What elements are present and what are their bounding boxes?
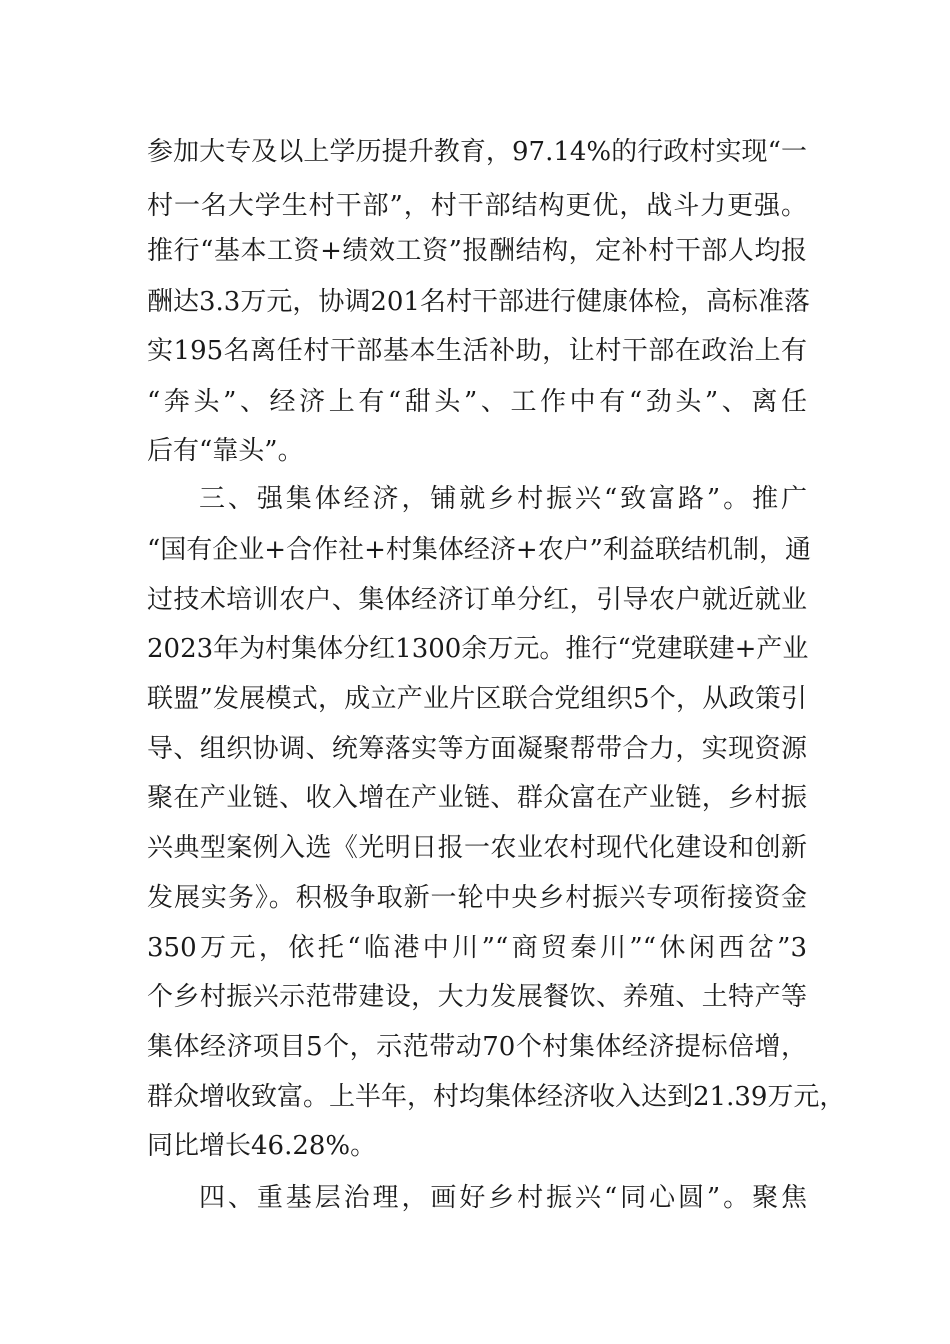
text-line: 推行“基本工资+绩效工资”报酬结构，定补村干部人均报 xyxy=(147,236,807,266)
text-line: “奔头”、经济上有“甜头”、工作中有“劲头”、离任 xyxy=(147,387,807,417)
text-line: 群众增收致富。上半年，村均集体经济收入达到21.39万元， xyxy=(147,1082,846,1112)
text-line: 联盟”发展模式，成立产业片区联合党组织5个，从政策引 xyxy=(147,684,807,714)
text-line: 集体经济项目5个，示范带动70个村集体经济提标倍增， xyxy=(147,1032,807,1062)
text-line: 个乡村振兴示范带建设，大力发展餐饮、养殖、土特产等 xyxy=(147,982,807,1012)
text-line: 聚在产业链、收入增在产业链、群众富在产业链，乡村振 xyxy=(147,783,807,813)
section-heading-line: 四、重基层治理，画好乡村振兴“同心圆”。聚焦 xyxy=(199,1183,807,1213)
text-line: 发展实务》。积极争取新一轮中央乡村振兴专项衔接资金 xyxy=(147,883,807,913)
text-line: 过技术培训农户、集体经济订单分红，引导农户就近就业 xyxy=(147,585,807,615)
text-line: 酬达3.3万元，协调201名村干部进行健康体检，高标准落 xyxy=(147,287,810,317)
text-line: 350万元，依托“临港中川”“商贸秦川”“休闲西岔”3 xyxy=(147,933,807,963)
text-line: 兴典型案例入选《光明日报一农业农村现代化建设和创新 xyxy=(147,833,807,863)
text-line: 参加大专及以上学历提升教育，97.14%的行政村实现“一 xyxy=(147,137,807,167)
text-line: 2023年为村集体分红1300余万元。推行“党建联建+产业 xyxy=(147,634,809,664)
text-line: 实195名离任村干部基本生活补助，让村干部在政治上有 xyxy=(147,336,807,366)
text-line: 导、组织协调、统筹落实等方面凝聚帮带合力，实现资源 xyxy=(147,734,807,764)
text-line: 后有“靠头”。 xyxy=(147,436,304,466)
text-line: 同比增长46.28%。 xyxy=(147,1131,377,1161)
text-line: “国有企业+合作社+村集体经济+农户”利益联结机制，通 xyxy=(147,535,811,565)
section-heading-line: 三、强集体经济，铺就乡村振兴“致富路”。推广 xyxy=(199,484,807,514)
text-line: 村一名大学生村干部”，村干部结构更优，战斗力更强。 xyxy=(147,191,807,221)
